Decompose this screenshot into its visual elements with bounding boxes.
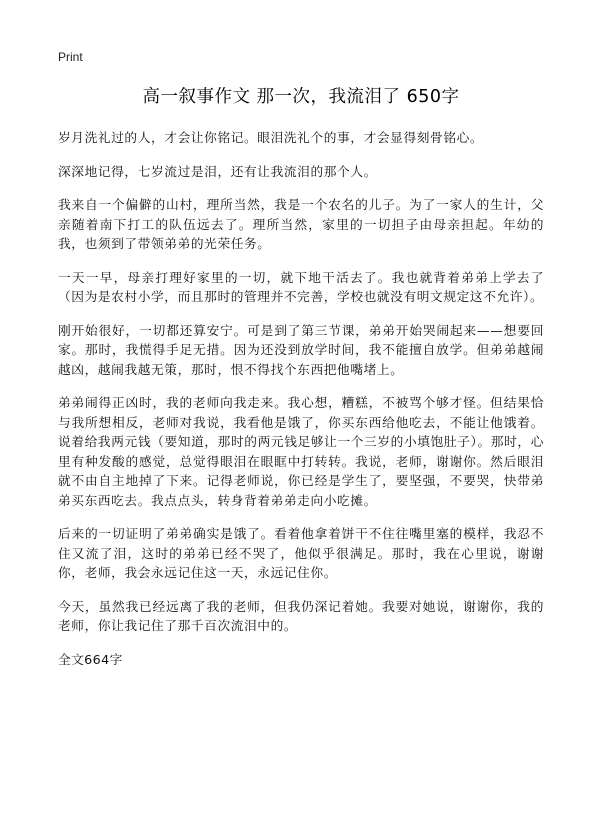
- page-title: 高一叙事作文 那一次，我流泪了 650字: [142, 87, 460, 107]
- paragraph: 后来的一切证明了弟弟确实是饿了。看着他拿着饼干不住往嘴里塞的模样，我忍不住又流了泪，这时的弟弟已经不哭了，他似乎很满足。那时，我在心里说，谢谢你，老师，我会永远记住这一天，永远记住你。: [58, 526, 544, 580]
- word-count: 全文664字: [58, 651, 123, 667]
- paragraph: 我来自一个偏僻的山村，理所当然，我是一个农名的儿子。为了一家人的生计，父亲随着南下打工的队伍远去了。理所当然，家里的一切担子由母亲担起。年幼的我，也须到了带领弟弟的光荣任务。: [58, 197, 544, 251]
- print-link[interactable]: Print: [58, 50, 83, 64]
- paragraph: 一天一早，母亲打理好家里的一切，就下地干活去了。我也就背着弟弟上学去了（因为是农村小学，而且那时的管理并不完善，学校也就没有明文规定这不允许）。: [58, 269, 544, 304]
- paragraph: 今天，虽然我已经远离了我的老师，但我仍深记着她。我要对她说，谢谢你，我的老师，你让我记住了那千百次流泪中的。: [58, 598, 544, 633]
- paragraph: 深深地记得，七岁流过是泪，还有让我流泪的那个人。: [58, 163, 377, 179]
- paragraph: 刚开始很好，一切都还算安宁。可是到了第三节课，弟弟开始哭闹起来——想要回家。那时，我慌得手足无措。因为还没到放学时间，我不能擅自放学。但弟弟越闹越凶，越闹我越无策，那时，恨不得找个东西把他嘴堵上。: [58, 322, 544, 377]
- paragraph: 弟弟闹得正凶时，我的老师向我走来。我心想，糟糕，不被骂个够才怪。但结果恰与我所想相反，老师对我说，我看他是饿了，你买东西给他吃去，不能让他饿着。说着给我两元钱（要知道，那时的两元钱足够让一个三岁的小填饱肚子）。那时，心里有种发酸的感觉，总觉得眼泪在眼眶中打转转。我说，老师，谢谢你。然后眼泪就不由自主地掉了下来。记得老师说，你已经是学生了，要坚强，不要哭，快带弟弟买东西吃去。我点点头，转身背着弟弟走向小吃摊。: [58, 395, 544, 508]
- paragraph: 岁月洗礼过的人，才会让你铭记。眼泪洗礼个的事，才会显得刻骨铭心。: [58, 130, 484, 145]
- article-body: [58, 128, 544, 636]
